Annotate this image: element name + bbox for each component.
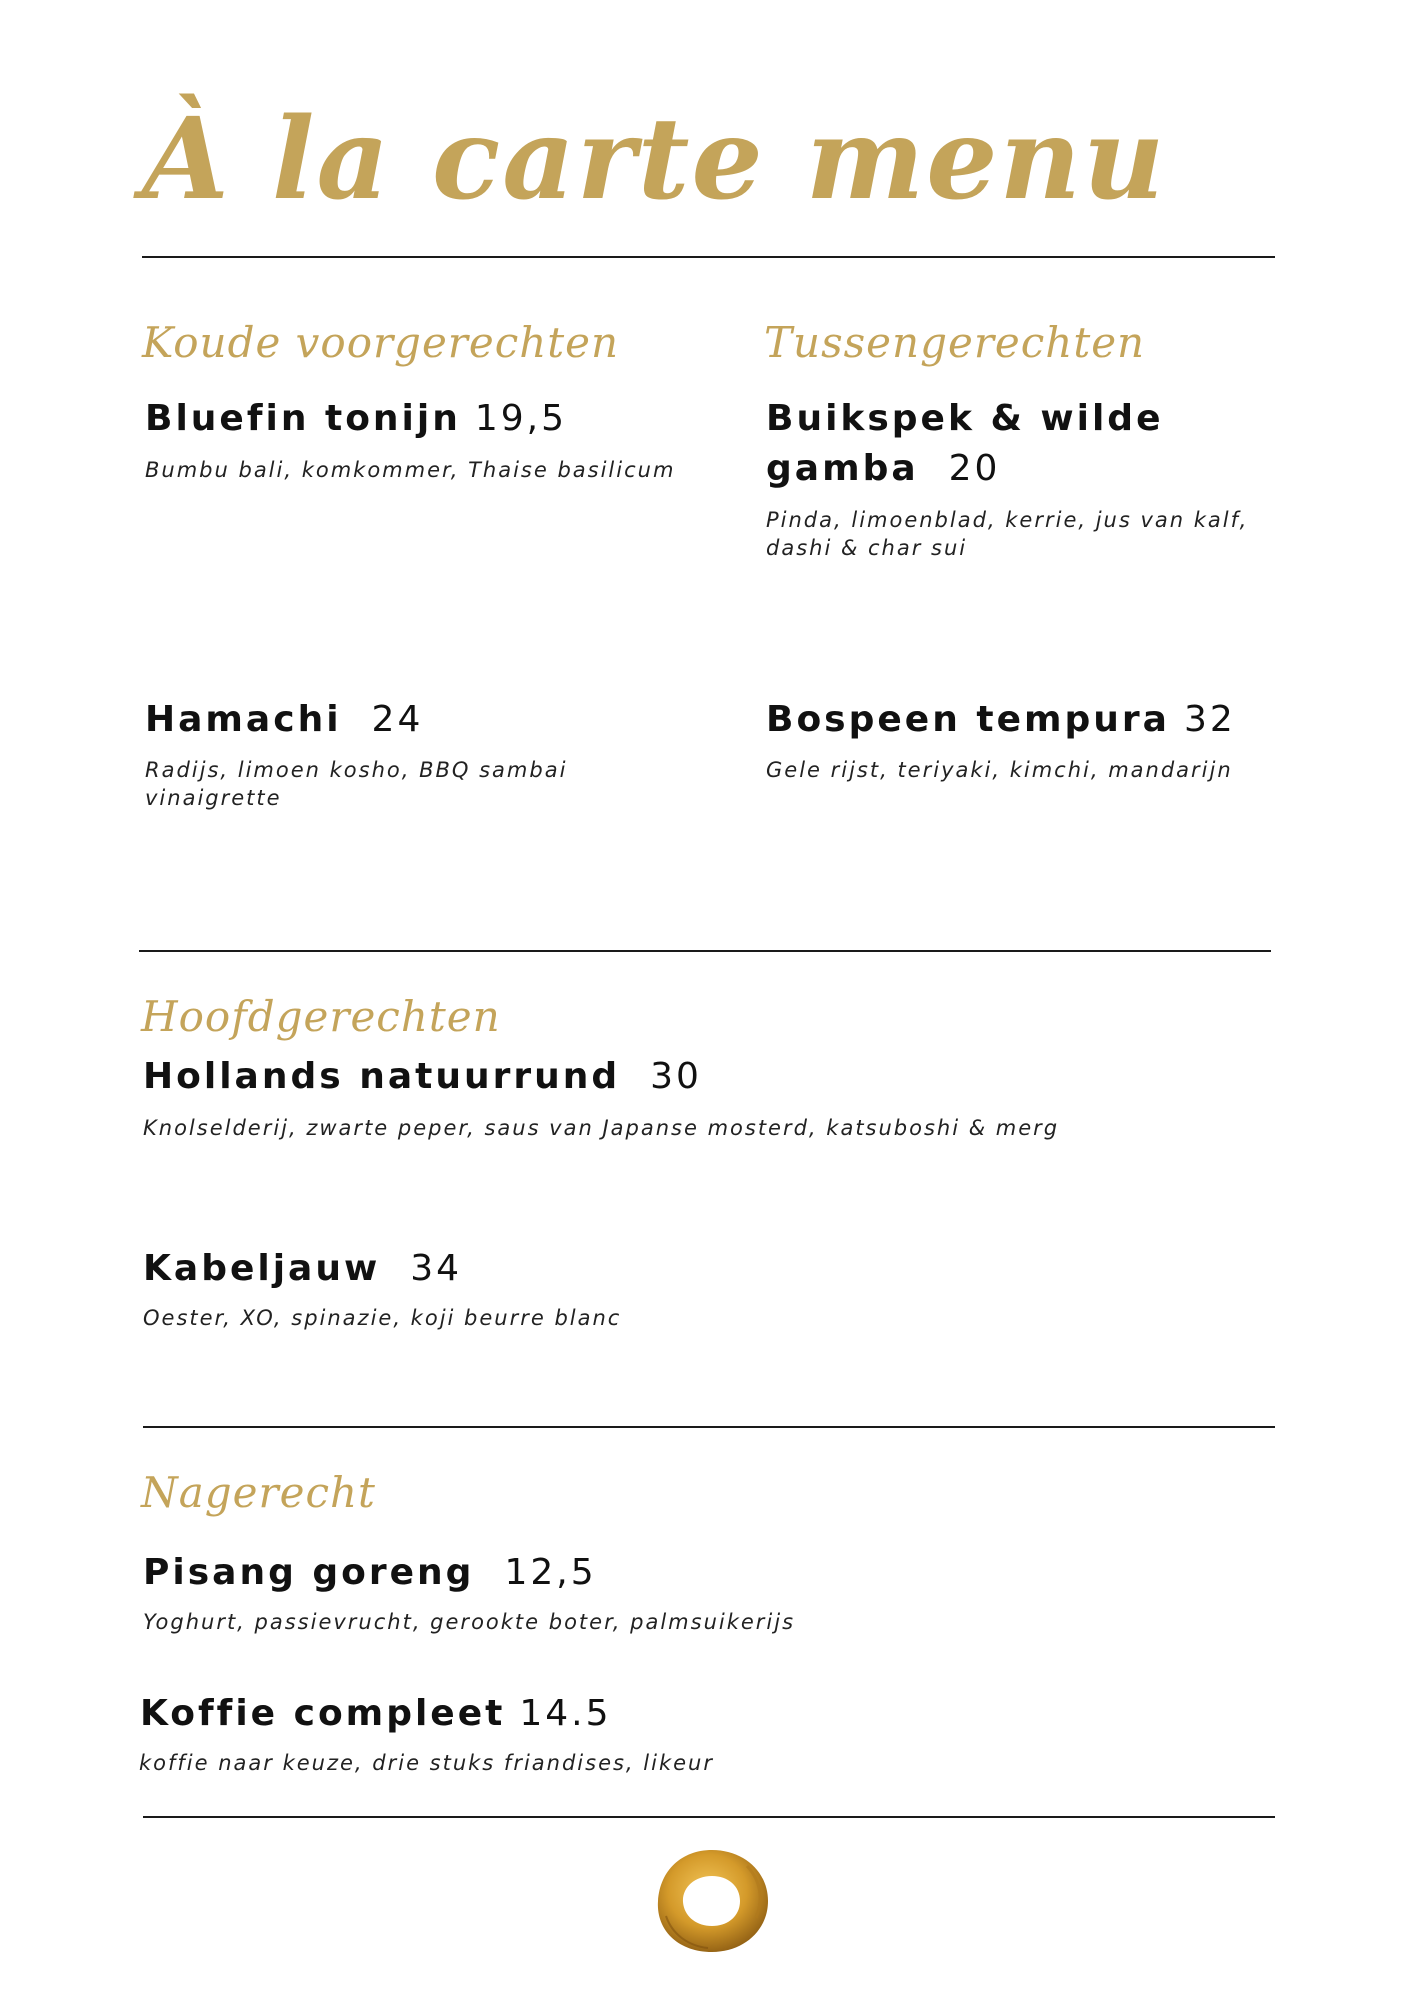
dish-price: 30 xyxy=(650,1056,702,1097)
dish-description: Gele rijst, teriyaki, kimchi, mandarijn xyxy=(766,758,1233,782)
dish-price: 14.5 xyxy=(519,1693,612,1734)
section-title-hoofdgerechten: Hoofdgerechten xyxy=(141,992,501,1041)
section-title-koude-voorgerechten: Koude voorgerechten xyxy=(142,318,620,367)
dish-price: 19,5 xyxy=(474,398,568,439)
divider-bottom xyxy=(143,1816,1275,1818)
dish-hamachi xyxy=(145,695,705,745)
dish-bospeen-tempura xyxy=(766,695,1286,745)
dish-name: Buikspek & wilde gamba xyxy=(766,398,1164,489)
dish-buikspek-wilde-gamba xyxy=(766,394,1196,494)
dish-name: Hamachi xyxy=(145,699,342,740)
dish-bluefin-tonijn xyxy=(145,394,705,444)
dish-description: koffie naar keuze, drie stuks friandises, likeur xyxy=(139,1751,714,1775)
dish-name: Hollands natuurrund xyxy=(143,1056,621,1097)
dish-price: 12,5 xyxy=(504,1552,597,1593)
dish-price: 32 xyxy=(1183,699,1236,740)
page-title: À la carte menu xyxy=(142,94,1167,225)
divider-middle xyxy=(139,950,1271,952)
dish-description: Yoghurt, passievrucht, gerookte boter, palmsuikerijs xyxy=(143,1610,796,1634)
dish-kabeljauw xyxy=(143,1244,843,1294)
dish-description: Pinda, limoenblad, kerrie, jus van kalf, dashi & char sui xyxy=(766,508,1249,560)
dish-description: Oester, XO, spinazie, koji beurre blanc xyxy=(143,1306,622,1330)
dish-name: Bospeen tempura xyxy=(766,699,1170,740)
dish-pisang-goreng xyxy=(143,1548,843,1598)
dish-description: Knolselderij, zwarte peper, saus van Japanse mosterd, katsuboshi & merg xyxy=(143,1116,1060,1140)
divider-lower xyxy=(143,1426,1275,1428)
dish-description: Bumbu bali, komkommer, Thaise basilicum xyxy=(145,458,676,482)
gold-ring-icon xyxy=(652,1846,772,1956)
dish-price: 24 xyxy=(371,699,424,740)
dish-koffie-compleet xyxy=(140,1689,840,1739)
section-title-nagerecht: Nagerecht xyxy=(141,1468,376,1517)
divider-top xyxy=(142,256,1275,258)
dish-description: Radijs, limoen kosho, BBQ sambai vinaigrette xyxy=(145,758,568,810)
dish-hollands-natuurrund xyxy=(143,1052,1143,1102)
dish-name: Koffie compleet xyxy=(140,1693,506,1734)
dish-price: 20 xyxy=(948,448,1001,489)
dish-name: Pisang goreng xyxy=(143,1552,475,1593)
dish-name: Kabeljauw xyxy=(143,1248,381,1289)
section-title-tussengerechten: Tussengerechten xyxy=(764,318,1146,367)
dish-price: 34 xyxy=(410,1248,463,1289)
dish-name: Bluefin tonijn xyxy=(145,398,461,439)
